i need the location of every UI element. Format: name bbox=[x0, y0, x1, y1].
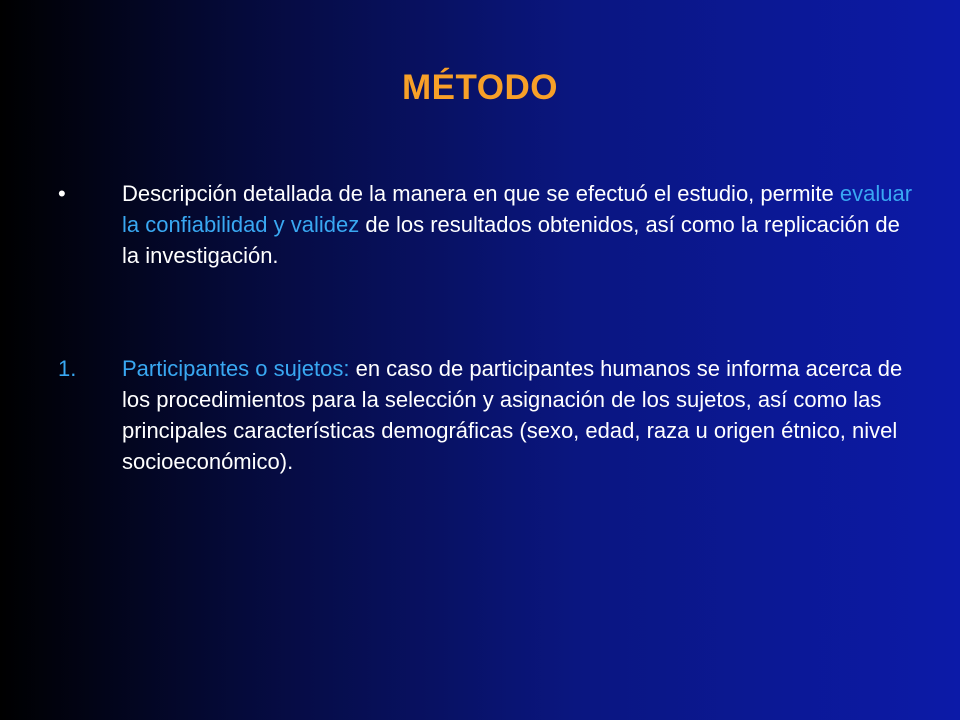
bullet-text bbox=[122, 178, 918, 271]
bullet-highlight: evaluar la confiabilidad y validez bbox=[122, 181, 913, 237]
bullet-item bbox=[58, 178, 918, 271]
numbered-text bbox=[122, 353, 918, 477]
bullet-text-after: de los resultados obtenidos, así como la replicación de la investigación. bbox=[122, 212, 900, 268]
numbered-highlight: Participantes o sujetos: bbox=[122, 356, 350, 381]
bullet-marker: • bbox=[58, 181, 66, 206]
numbered-marker: 1. bbox=[58, 356, 77, 381]
bullet-text-before: Descripción detallada de la manera en que se efectuó el estudio, permite bbox=[122, 181, 840, 206]
slide-title: MÉTODO bbox=[402, 68, 558, 107]
numbered-text-after: en caso de participantes humanos se informa acerca de los procedimientos para la selección y asignación de los sujetos, así como las principales características demográficas (sexo, edad, raza u origen étnico, nivel socioeconómico). bbox=[122, 356, 903, 474]
numbered-item bbox=[58, 353, 918, 477]
